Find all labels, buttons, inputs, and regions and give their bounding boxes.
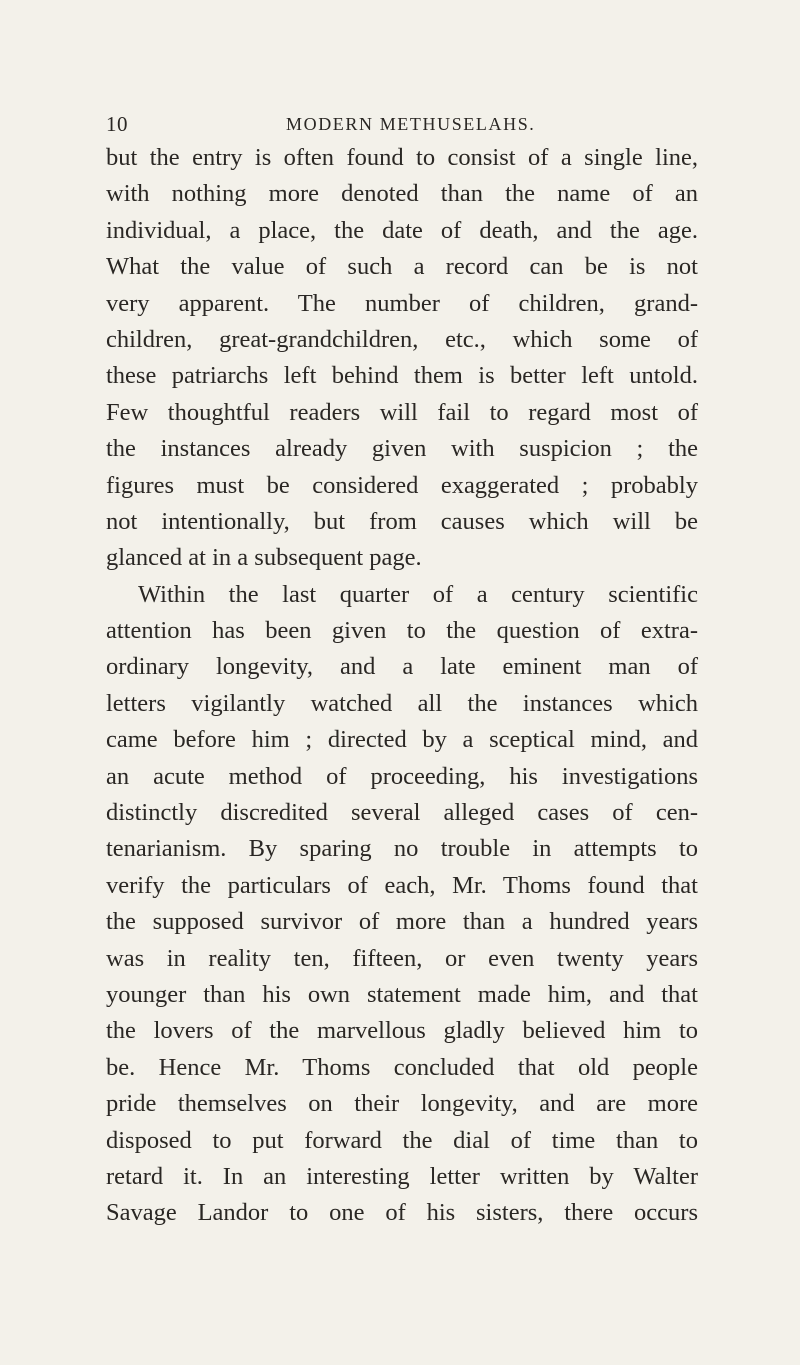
text-line: tenarianism. By sparing no trouble in attempts to xyxy=(106,835,698,863)
running-title: MODERN METHUSELAHS. xyxy=(286,114,536,134)
text-line: letters vigilantly watched all the instances which xyxy=(106,689,698,717)
text-line: disposed to put forward the dial of time than to xyxy=(106,1126,698,1154)
text-line: younger than his own statement made him, and that xyxy=(106,980,698,1008)
running-head xyxy=(106,112,700,142)
text-line: verify the particulars of each, Mr. Thoms found that xyxy=(106,871,698,899)
text-line: the supposed survivor of more than a hundred years xyxy=(106,908,698,936)
text-line: these patriarchs left behind them is better left untold. xyxy=(106,362,698,390)
text-line: figures must be considered exaggerated ; probably xyxy=(106,471,698,499)
text-line: attention has been given to the question of extra- xyxy=(106,617,698,645)
text-line: the lovers of the marvellous gladly believed him to xyxy=(106,1017,698,1045)
text-line: pride themselves on their longevity, and are more xyxy=(106,1090,698,1118)
text-line: was in reality ten, fifteen, or even twenty years xyxy=(106,944,698,972)
text-line: retard it. In an interesting letter written by Walter xyxy=(106,1162,698,1190)
text-line: Savage Landor to one of his sisters, there occurs xyxy=(106,1199,698,1227)
text-line: but the entry is often found to consist of a single line, xyxy=(106,144,698,171)
body-text xyxy=(106,140,698,1232)
text-line: distinctly discredited several alleged cases of cen- xyxy=(106,799,698,827)
text-line: be. Hence Mr. Thoms concluded that old people xyxy=(106,1053,698,1081)
text-line: individual, a place, the date of death, and the age. xyxy=(106,216,698,244)
text-line: very apparent. The number of children, grand- xyxy=(106,289,698,317)
paragraph-first-line: Within the last quarter of a century scientific xyxy=(138,580,698,608)
text-line: an acute method of proceeding, his investigations xyxy=(106,762,698,790)
text-line: not intentionally, but from causes which will be xyxy=(106,507,698,535)
text-line: What the value of such a record can be is not xyxy=(106,253,698,281)
text-line: children, great-grandchildren, etc., which some of xyxy=(106,325,698,353)
paragraph-last-line: glanced at in a subsequent page. xyxy=(106,544,422,572)
text-line: with nothing more denoted than the name of an xyxy=(106,180,698,208)
text-line: ordinary longevity, and a late eminent man of xyxy=(106,653,698,681)
text-line: came before him ; directed by a sceptical mind, and xyxy=(106,726,698,754)
text-line: Few thoughtful readers will fail to regard most of xyxy=(106,398,698,426)
text-line: the instances already given with suspicion ; the xyxy=(106,435,698,463)
page-number: 10 xyxy=(106,112,128,136)
